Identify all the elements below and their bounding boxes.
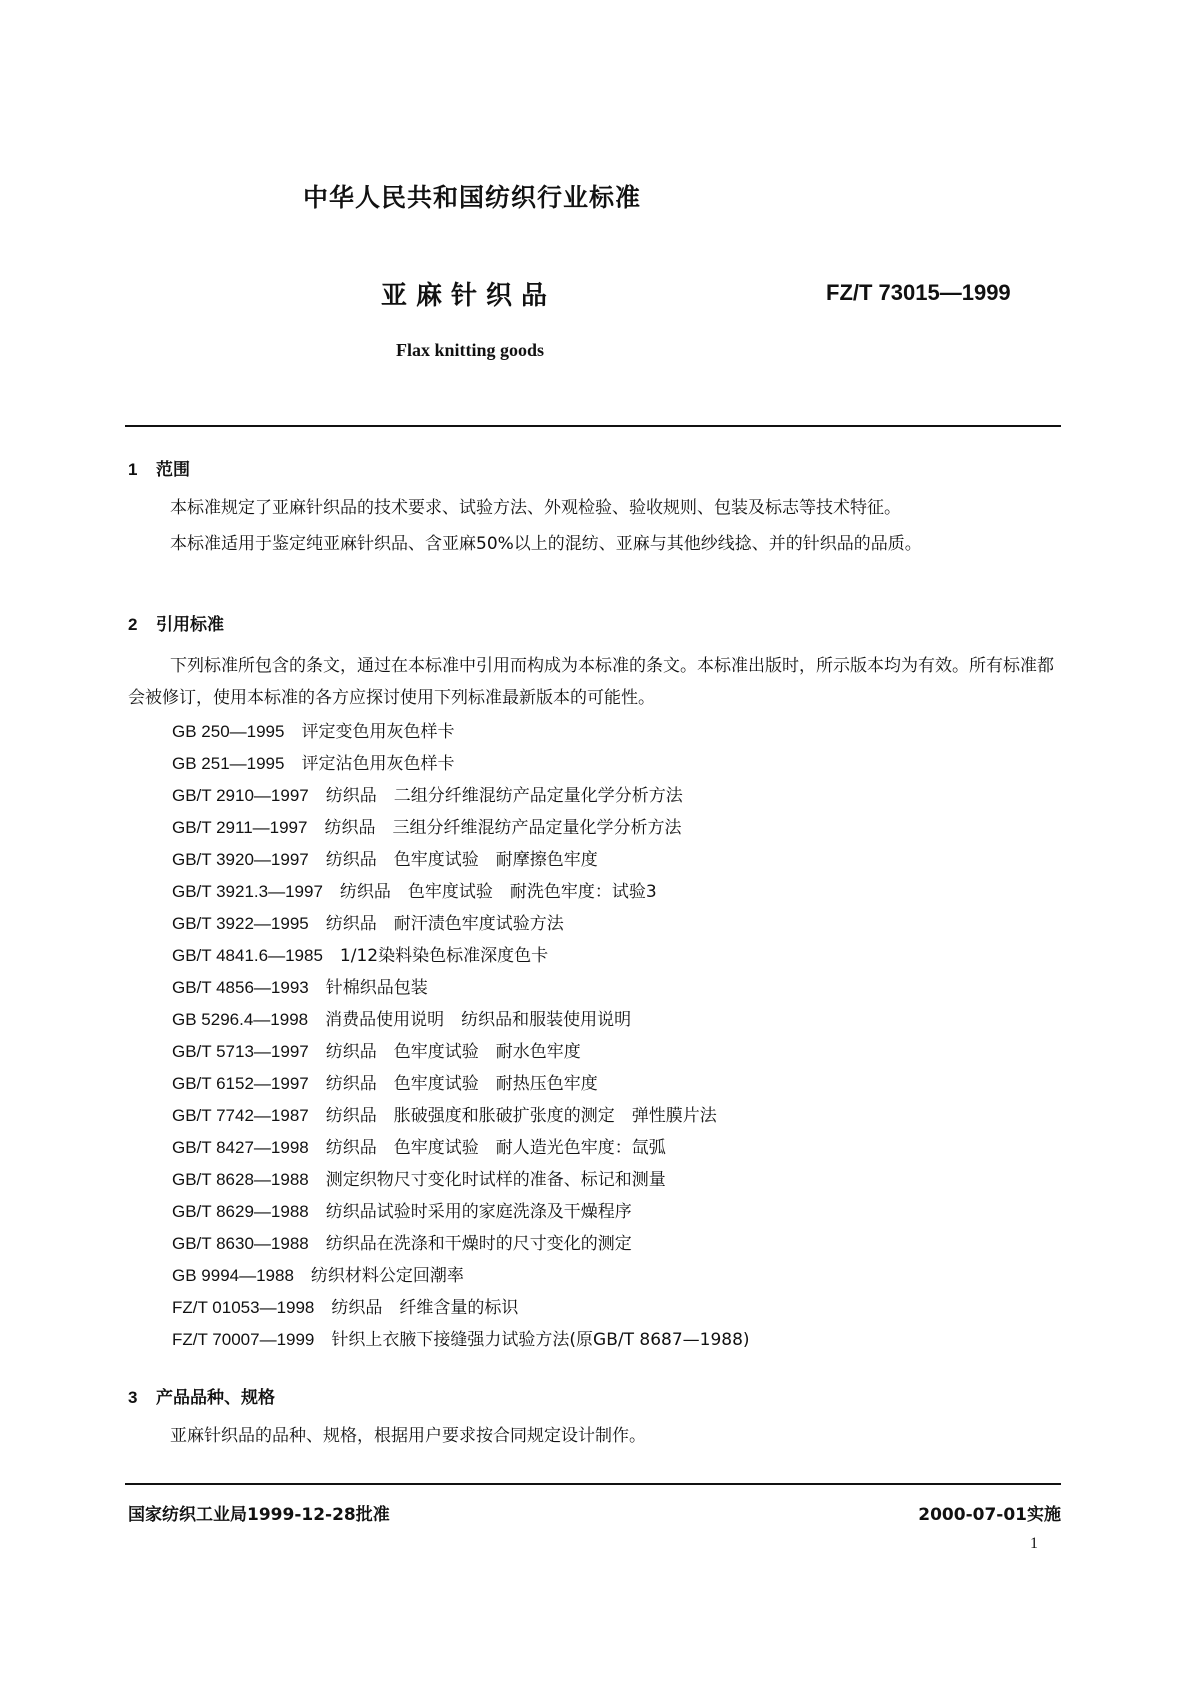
reference-item <box>172 1036 750 1068</box>
reference-title: 针织上衣腋下接缝强力试验方法(原GB/T 8687—1988) <box>331 1330 750 1350</box>
reference-item <box>172 1324 750 1356</box>
reference-item <box>172 780 750 812</box>
standard-number: FZ/T 73015—1999 <box>826 280 1011 305</box>
reference-title: 1/12染料染色标准深度色卡 <box>339 946 549 966</box>
reference-item <box>172 908 750 940</box>
reference-code: GB/T 3920—1997 <box>172 850 309 869</box>
reference-item <box>172 1068 750 1100</box>
section-number: 2 <box>128 615 138 634</box>
reference-title: 评定沾色用灰色样卡 <box>301 754 455 774</box>
reference-item <box>172 1260 750 1292</box>
reference-title: 纺织品 纤维含量的标识 <box>331 1298 519 1318</box>
reference-code: GB/T 7742—1987 <box>172 1106 309 1125</box>
reference-item <box>172 1164 750 1196</box>
reference-code: GB/T 8629—1988 <box>172 1202 309 1221</box>
section-2-paragraph-1: 下列标准所包含的条文，通过在本标准中引用而构成为本标准的条文。本标准出版时，所示版本均为有效。所有标准都会被修订，使用本标准的各方应探讨使用下列标准最新版本的可能性。 <box>128 656 1054 708</box>
reference-title: 纺织品 三组分纤维混纺产品定量化学分析方法 <box>324 818 682 838</box>
approval-statement: 国家纺织工业局1999-12-28批准 <box>128 1505 390 1525</box>
page-number: 1 <box>1030 1535 1038 1552</box>
reference-title: 消费品使用说明 纺织品和服装使用说明 <box>325 1010 632 1030</box>
reference-title: 测定织物尺寸变化时试样的准备、标记和测量 <box>325 1170 666 1190</box>
reference-code: GB 9994—1988 <box>172 1266 294 1285</box>
section-1-heading <box>128 455 190 480</box>
reference-code: GB 251—1995 <box>172 754 285 773</box>
reference-code: GB/T 8630—1988 <box>172 1234 309 1253</box>
reference-title: 纺织品 色牢度试验 耐水色牢度 <box>325 1042 581 1062</box>
reference-title: 纺织品 色牢度试验 耐人造光色牢度：氙弧 <box>325 1138 666 1158</box>
reference-item <box>172 748 750 780</box>
document-title: 亚麻针织品 <box>381 281 557 311</box>
reference-title: 评定变色用灰色样卡 <box>301 722 455 742</box>
section-3-paragraph-1: 亚麻针织品的品种、规格，根据用户要求按合同规定设计制作。 <box>170 1426 646 1446</box>
reference-code: GB 5296.4—1998 <box>172 1010 309 1029</box>
reference-item <box>172 1004 750 1036</box>
issuing-body-title: 中华人民共和国纺织行业标准 <box>303 183 642 212</box>
section-number: 1 <box>128 460 138 479</box>
reference-code: GB 250—1995 <box>172 722 285 741</box>
reference-code: GB/T 3921.3—1997 <box>172 882 323 901</box>
reference-title: 纺织品 色牢度试验 耐洗色牢度：试验3 <box>339 882 657 902</box>
reference-code: GB/T 6152—1997 <box>172 1074 309 1093</box>
section-title: 产品品种、规格 <box>156 1388 275 1408</box>
reference-item <box>172 1100 750 1132</box>
reference-item <box>172 1196 750 1228</box>
reference-item <box>172 716 750 748</box>
reference-code: GB/T 2911—1997 <box>172 818 308 837</box>
reference-title: 针棉织品包装 <box>325 978 428 998</box>
reference-code: GB/T 4841.6—1985 <box>172 946 323 965</box>
section-2-heading <box>128 610 224 635</box>
reference-title: 纺织品 胀破强度和胀破扩张度的测定 弹性膜片法 <box>325 1106 717 1126</box>
reference-code: FZ/T 01053—1998 <box>172 1298 315 1317</box>
header-divider <box>125 425 1061 427</box>
document-subtitle-english: Flax knitting goods <box>396 340 545 360</box>
reference-item <box>172 812 750 844</box>
footer-divider <box>125 1483 1061 1485</box>
reference-title: 纺织材料公定回潮率 <box>310 1266 464 1286</box>
reference-title: 纺织品试验时采用的家庭洗涤及干燥程序 <box>325 1202 632 1222</box>
reference-item <box>172 876 750 908</box>
reference-title: 纺织品 色牢度试验 耐摩擦色牢度 <box>325 850 598 870</box>
reference-code: GB/T 3922—1995 <box>172 914 309 933</box>
section-3-heading <box>128 1383 275 1408</box>
section-1-paragraph-1: 本标准规定了亚麻针织品的技术要求、试验方法、外观检验、验收规则、包装及标志等技术特征。 <box>170 498 901 518</box>
reference-code: GB/T 4856—1993 <box>172 978 309 997</box>
section-title: 范围 <box>156 460 190 480</box>
reference-title: 纺织品 色牢度试验 耐热压色牢度 <box>325 1074 598 1094</box>
reference-item <box>172 972 750 1004</box>
reference-title: 纺织品在洗涤和干燥时的尺寸变化的测定 <box>325 1234 632 1254</box>
reference-code: GB/T 2910—1997 <box>172 786 309 805</box>
reference-item <box>172 1292 750 1324</box>
reference-item <box>172 1132 750 1164</box>
normative-reference-list <box>172 716 750 1356</box>
reference-code: GB/T 5713—1997 <box>172 1042 309 1061</box>
reference-code: GB/T 8628—1988 <box>172 1170 309 1189</box>
reference-item <box>172 844 750 876</box>
reference-title: 纺织品 二组分纤维混纺产品定量化学分析方法 <box>325 786 683 806</box>
section-1-paragraph-2: 本标准适用于鉴定纯亚麻针织品、含亚麻50%以上的混纺、亚麻与其他纱线捻、并的针织品的品质。 <box>170 534 922 554</box>
section-title: 引用标准 <box>156 615 224 635</box>
reference-title: 纺织品 耐汗渍色牢度试验方法 <box>325 914 564 934</box>
reference-code: FZ/T 70007—1999 <box>172 1330 315 1349</box>
section-number: 3 <box>128 1388 138 1407</box>
reference-code: GB/T 8427—1998 <box>172 1138 309 1157</box>
reference-item <box>172 1228 750 1260</box>
reference-item <box>172 940 750 972</box>
implementation-date: 2000-07-01实施 <box>918 1505 1061 1525</box>
